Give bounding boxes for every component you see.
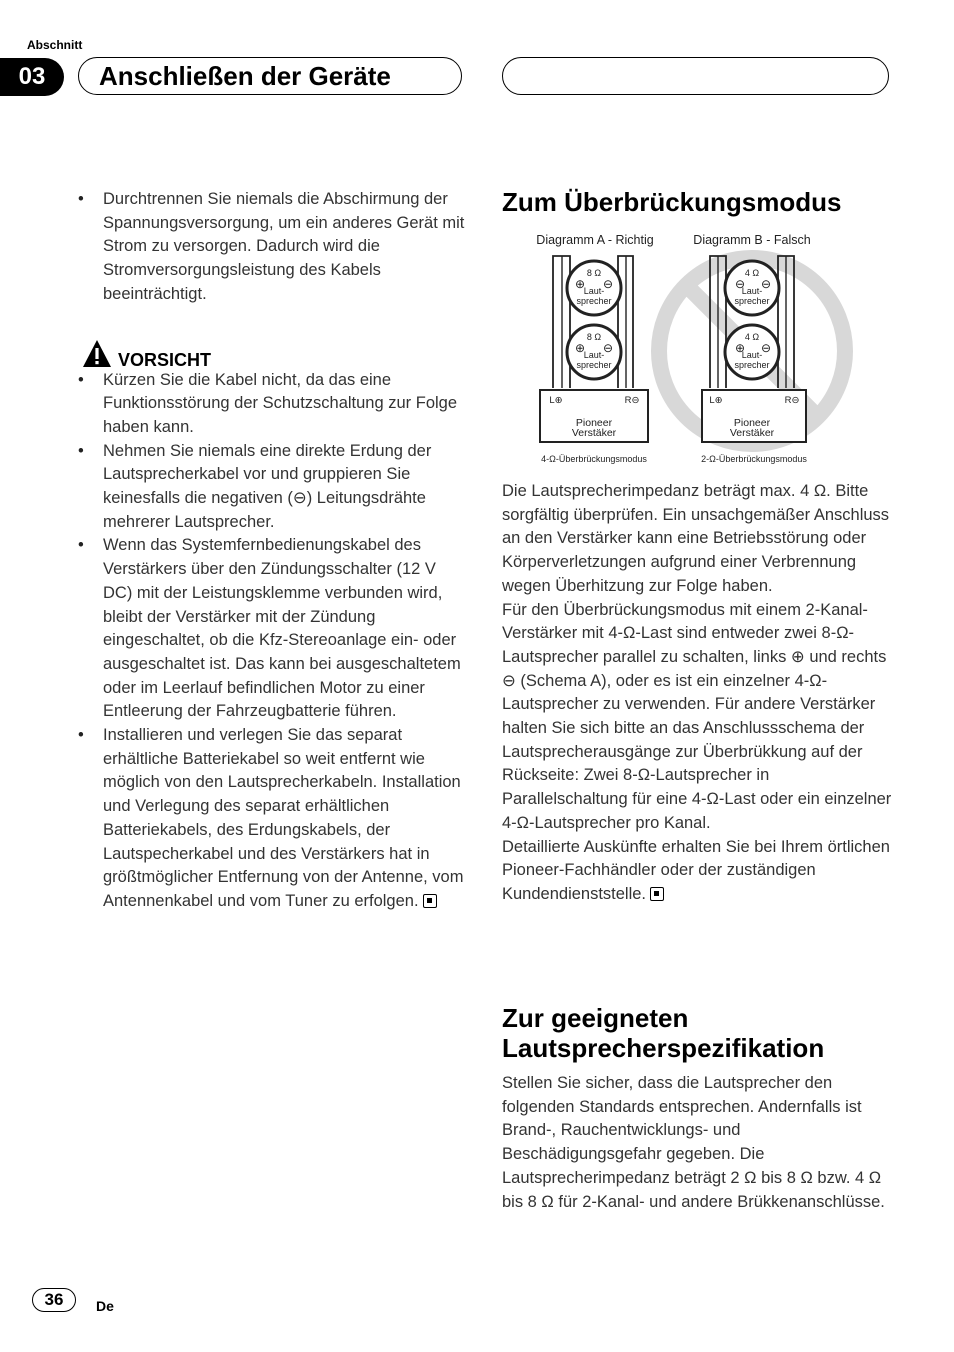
header-empty-box xyxy=(502,57,889,95)
bridge-mode-diagram xyxy=(530,228,860,468)
diagram-a xyxy=(540,256,648,442)
end-mark-icon xyxy=(650,887,664,901)
speaker-spec-heading: Zur geeigneten Lautsprecherspezifikation xyxy=(502,1003,825,1063)
diagram-a-amp-right: R⊖ xyxy=(624,395,640,406)
diagram-b-speaker-label: Laut- xyxy=(741,286,763,296)
diagram-a-ohm-1: 8 Ω xyxy=(586,268,602,278)
diagram-a-speaker-label: sprecher xyxy=(576,360,612,370)
svg-text:⊖: ⊖ xyxy=(734,277,746,291)
svg-text:⊖: ⊖ xyxy=(602,277,614,291)
caution-list xyxy=(78,369,468,914)
section-label: Abschnitt xyxy=(27,38,83,52)
bridge-paragraph xyxy=(502,836,897,907)
svg-text:⊖: ⊖ xyxy=(602,341,614,355)
diagram-a-ohm-2: 8 Ω xyxy=(586,332,602,342)
left-column xyxy=(78,188,468,914)
diagram-b-amp-name: Verstäker xyxy=(729,427,775,439)
caution-title: VORSICHT xyxy=(118,349,212,370)
warning-icon xyxy=(82,339,112,369)
language-code: De xyxy=(96,1298,114,1314)
diagram-b-amp-right: R⊖ xyxy=(784,395,800,406)
diagram-a-speaker-label: Laut- xyxy=(583,350,605,360)
diagram-b-speaker-label: sprecher xyxy=(734,360,770,370)
diagram-b-title: Diagramm B - Falsch xyxy=(693,233,811,247)
diagram-b-amp-name: Pioneer xyxy=(733,417,771,429)
caution-bullet-text: Installieren und verlegen Sie das separat erhältliche Batteriekabel so weit entfernt wie möglich von den Lautsprecherkabeln. Installation und Verlegung des separat erhältlichen Batteriekabels, des Erdungskabels, der Lautspecherkabel und des Verstärkers hat in größtmöglicher Entfernung von der Antenne, vom Antennenkabel und vom Tuner zu erfolgen. xyxy=(103,726,464,910)
diagram-b-amp-left: L⊕ xyxy=(709,395,723,406)
caution-bullet xyxy=(78,724,468,914)
diagram-b-ohm-2: 4 Ω xyxy=(744,332,760,342)
diagram-b-ohm-1: 4 Ω xyxy=(744,268,760,278)
caution-bullet: • Wenn das Systemfernbedienungskabel des Verstärkers über den Zündungsschalter (12 V DC) mit der Leistungsklemme verbunden wird, bleibt der Verstärker mit der Zündung eingeschaltet, ob die Kfz-Stereoanlage ein- oder ausgeschaltet ist. Das kann bei ausgeschaltetem oder im Leerlauf befindlichen Motor zu einer Entleerung der Fahrzeugbatterie führen. xyxy=(78,534,468,724)
bridge-paragraph: Die Lautsprecherimpedanz beträgt max. 4 Ω. Bitte sorgfältig überprüfen. Ein unsachgemäßer Anschluss an den Verstärker kann eine Betriebsstörung oder Körperverletzungen aufgrund einer Verbrennung wegen Überhitzung zur Folge haben. xyxy=(502,482,890,595)
diagram-a-title: Diagramm A - Richtig xyxy=(536,233,654,247)
diagram-a-amp-name: Verstäker xyxy=(571,427,617,439)
caution-bullet: • Nehmen Sie niemals eine direkte Erdung der Lautsprecherkabel vor und gruppieren Sie keinesfalls die negativen (⊖) Leitungsdrähte mehrerer Lautsprecher. xyxy=(78,440,468,535)
diagram-a-amp-left: L⊕ xyxy=(549,395,563,406)
diagram-a-caption: 4-Ω-Überbrückungsmodus xyxy=(541,454,647,464)
caution-header xyxy=(82,335,468,369)
chapter-title: Anschließen der Geräte xyxy=(78,57,462,95)
end-mark-icon xyxy=(423,894,437,908)
diagram-b-speaker-label: sprecher xyxy=(734,296,770,306)
svg-text:⊕: ⊕ xyxy=(574,277,586,291)
bridge-paragraph-text: Detaillierte Auskünfte erhalten Sie bei Ihrem örtlichen Pioneer-Fachhändler oder der zuständigen Kundendienststelle. xyxy=(502,837,890,903)
diagram-a-speaker-label: Laut- xyxy=(583,286,605,296)
svg-text:⊕: ⊕ xyxy=(574,341,586,355)
bridge-mode-body xyxy=(502,480,897,907)
svg-text:⊖: ⊖ xyxy=(760,277,772,291)
diagram-b-caption: 2-Ω-Überbrückungsmodus xyxy=(701,454,807,464)
page-number: 36 xyxy=(32,1288,76,1312)
diagram-b xyxy=(702,256,806,442)
speaker-spec-body: Stellen Sie sicher, dass die Lautsprecher den folgenden Standards entsprechen. Andernfalls ist Brand-, Rauchentwicklungs- und Beschädigungsgefahr gegeben. Die Lautsprecherimpedanz beträgt 2 Ω bis 8 Ω bzw. 4 Ω bis 8 Ω für 2-Kanal- und andere Brükkenanschlüsse. xyxy=(502,1074,885,1211)
caution-bullet: • Kürzen Sie die Kabel nicht, da das eine Funktionsstörung der Schutzschaltung zur Folge haben kann. xyxy=(78,369,468,440)
diagram-a-speaker-label: sprecher xyxy=(576,296,612,306)
bridge-paragraph: Für den Überbrückungsmodus mit einem 2-Kanal-Verstärker mit 4-Ω-Last sind entweder zwei 8-Ω-Lautsprecher parallel zu schalten, links ⊕ und rechts ⊖ (Schema A), oder es ist ein einzelner 4-Ω-Lautsprecher zu verwenden. Für andere Verstärker halten Sie sich bitte an das Anschlussschema der Lautsprecherausgänge zur Überbrükkung auf der Rückseite: Zwei 8-Ω-Lautsprecher in Parallelschaltung für eine 4-Ω-Last oder ein einzelner 4-Ω-Lautsprecher pro Kanal. xyxy=(502,600,892,832)
svg-text:⊖: ⊖ xyxy=(760,341,772,355)
intro-list xyxy=(78,188,468,307)
section-number-badge: 03 xyxy=(0,58,64,96)
diagram-a-amp-name: Pioneer xyxy=(575,417,613,429)
diagram-b-speaker-label: Laut- xyxy=(741,350,763,360)
bridge-mode-heading: Zum Überbrückungsmodus xyxy=(502,187,842,217)
svg-text:⊕: ⊕ xyxy=(734,341,746,355)
intro-bullet: • Durchtrennen Sie niemals die Abschirmung der Spannungsversorgung, um ein anderes Gerät mit Strom zu versorgen. Dadurch wird die Stromversorgungsleistung des Kabels beeinträchtigt. xyxy=(78,188,468,307)
